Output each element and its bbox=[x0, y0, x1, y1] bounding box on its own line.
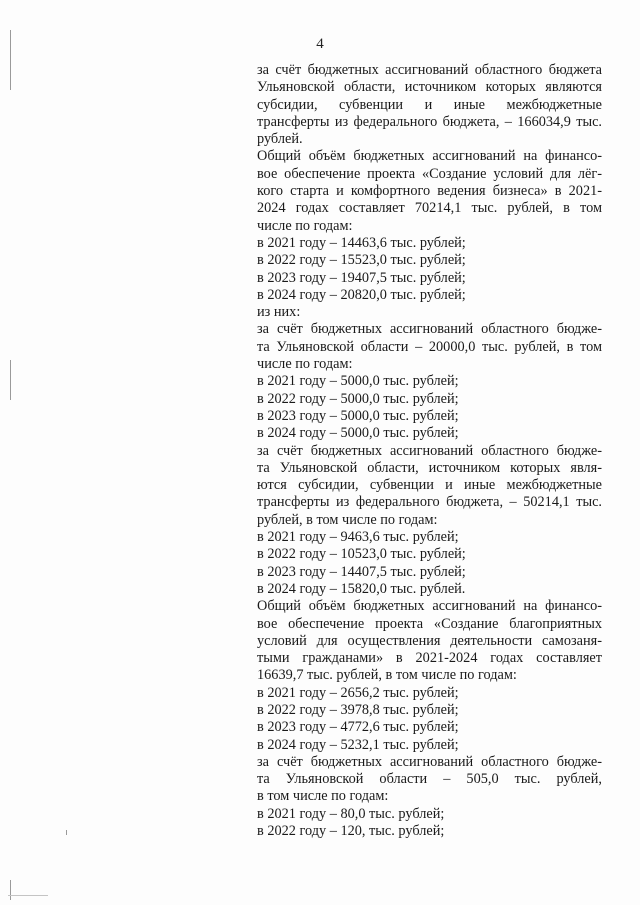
text-line: ются субсидии, субвенции и иные межбюджетные bbox=[257, 477, 602, 494]
text-line: вое обеспечение проекта «Создание условий для лёг- bbox=[257, 165, 602, 182]
text-line: Общий объём бюджетных ассигнований на финансо- bbox=[257, 148, 602, 165]
text-line: в 2022 году – 120, тыс. рублей; bbox=[257, 823, 445, 840]
text-line: вое обеспечение проекта «Создание благоприятных bbox=[257, 615, 602, 632]
text-line: Общий объём бюджетных ассигнований на финансо- bbox=[257, 598, 602, 615]
text-line: в 2024 году – 15820,0 тыс. рублей. bbox=[257, 580, 466, 597]
text-line: рублей. bbox=[257, 131, 303, 148]
body-text bbox=[257, 62, 602, 840]
text-line: за счёт бюджетных ассигнований областного бюдже- bbox=[257, 321, 602, 338]
text-line: в 2021 году – 2656,2 тыс. рублей; bbox=[257, 684, 459, 701]
text-line: в 2021 году – 14463,6 тыс. рублей; bbox=[257, 234, 466, 251]
text-line: в 2022 году – 5000,0 тыс. рублей; bbox=[257, 390, 459, 407]
text-line: тыми гражданами» в 2021-2024 годах составляет bbox=[257, 650, 602, 667]
text-line: трансферты из федерального бюджета, – 166034,9 тыс. bbox=[257, 113, 602, 130]
text-line: в 2021 году – 9463,6 тыс. рублей; bbox=[257, 529, 459, 546]
text-line: числе по годам: bbox=[257, 356, 353, 373]
scan-edge-mark bbox=[10, 880, 11, 900]
text-line: в 2021 году – 80,0 тыс. рублей; bbox=[257, 805, 445, 822]
text-line: рублей, в том числе по годам: bbox=[257, 511, 438, 528]
scan-edge-mark bbox=[10, 360, 11, 400]
text-line: в 2023 году – 19407,5 тыс. рублей; bbox=[257, 269, 466, 286]
text-line: в том числе по годам: bbox=[257, 788, 389, 805]
text-line: трансферты из федерального бюджета, – 50214,1 тыс. bbox=[257, 494, 602, 511]
text-line: 2024 годах составляет 70214,1 тыс. рублей, в том bbox=[257, 200, 602, 217]
text-line: в 2023 году – 4772,6 тыс. рублей; bbox=[257, 719, 459, 736]
text-line: в 2024 году – 5232,1 тыс. рублей; bbox=[257, 736, 459, 753]
text-line: в 2024 году – 5000,0 тыс. рублей; bbox=[257, 425, 459, 442]
text-line: условий для осуществления деятельности самозаня- bbox=[257, 632, 602, 649]
text-line: в 2023 году – 5000,0 тыс. рублей; bbox=[257, 407, 459, 424]
text-line: в 2022 году – 3978,8 тыс. рублей; bbox=[257, 701, 459, 718]
text-line: Ульяновской области, источником которых являются bbox=[257, 79, 602, 96]
text-line: та Ульяновской области, источником которых явля- bbox=[257, 459, 602, 476]
text-line: в 2022 году – 10523,0 тыс. рублей; bbox=[257, 546, 466, 563]
scan-edge-mark bbox=[8, 895, 48, 896]
text-line: в 2021 году – 5000,0 тыс. рублей; bbox=[257, 373, 459, 390]
page-number: 4 bbox=[316, 36, 324, 52]
text-line: за счёт бюджетных ассигнований областного бюдже- bbox=[257, 442, 602, 459]
text-line: в 2024 году – 20820,0 тыс. рублей; bbox=[257, 286, 466, 303]
text-line: в 2023 году – 14407,5 тыс. рублей; bbox=[257, 563, 466, 580]
text-line: субсидии, субвенции и иные межбюджетные bbox=[257, 96, 602, 113]
text-line: та Ульяновской области – 505,0 тыс. рублей, bbox=[257, 771, 602, 788]
text-line: за счёт бюджетных ассигнований областного бюдже- bbox=[257, 753, 602, 770]
text-line: кого старта и комфортного ведения бизнеса» в 2021- bbox=[257, 183, 602, 200]
text-line: в 2022 году – 15523,0 тыс. рублей; bbox=[257, 252, 466, 269]
text-line: числе по годам: bbox=[257, 217, 353, 234]
text-line: 16639,7 тыс. рублей, в том числе по годам: bbox=[257, 667, 517, 684]
scan-speck bbox=[66, 830, 67, 835]
text-line: за счёт бюджетных ассигнований областного бюджета bbox=[257, 62, 602, 78]
text-line: та Ульяновской области – 20000,0 тыс. рублей, в том bbox=[257, 338, 602, 355]
text-line: из них: bbox=[257, 304, 301, 321]
